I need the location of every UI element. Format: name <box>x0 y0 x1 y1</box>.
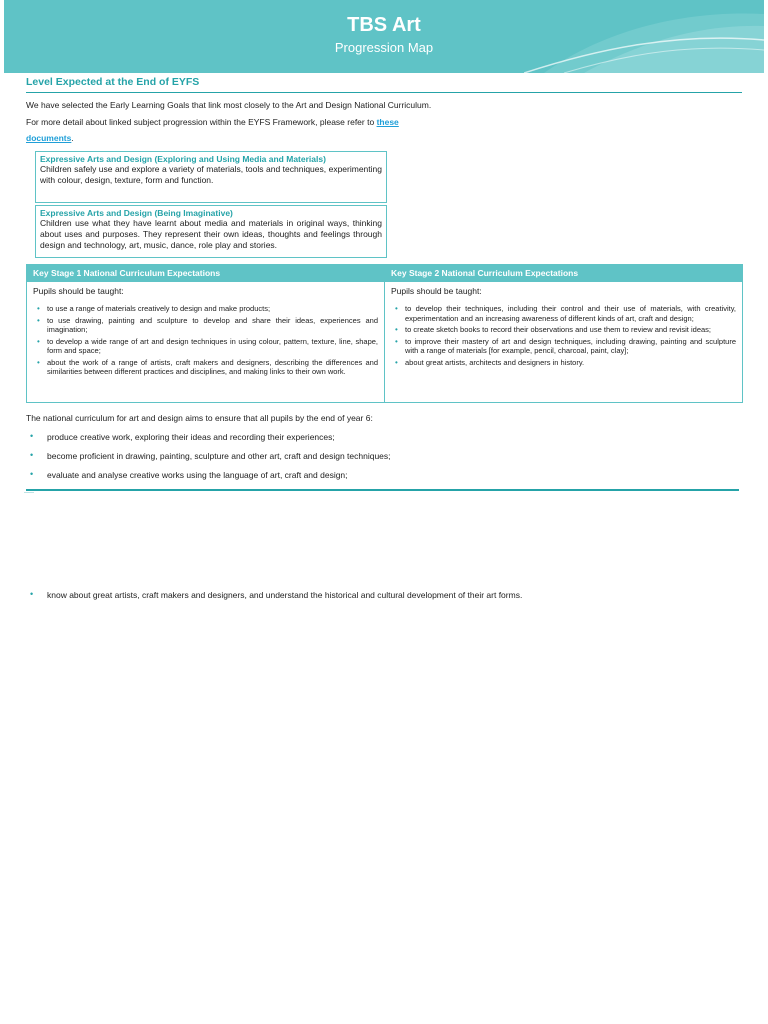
eyfs-intro-text: We have selected the Early Learning Goals that link most closely to the Art and Design National Curriculum. <box>26 100 432 110</box>
eyfs-box-text: Children use what they have learnt about media and materials in original ways, thinking about uses and purposes. They represent their own ideas, thoughts and feelings through design and technology, art, music, dance, role play and stories. <box>40 218 382 250</box>
page-title: TBS Art <box>347 14 421 36</box>
aim-item <box>30 470 348 480</box>
ks1-list <box>27 296 384 377</box>
aim-item <box>30 451 391 461</box>
bullet-icon: • <box>30 589 34 599</box>
aim-text: evaluate and analyse creative works using the language of art, craft and design; <box>47 470 348 480</box>
eyfs-box-title: Expressive Arts and Design (Being Imaginative) <box>40 208 233 218</box>
list-item: • to improve their mastery of art and design techniques, including drawing, painting and sculpture with a range of materials [for example, pencil, charcoal, paint, clay]; <box>391 337 736 356</box>
bullet-icon: • <box>30 450 34 460</box>
bullet-icon: • <box>30 431 34 441</box>
divider-mark <box>24 492 34 493</box>
eyfs-box-title: Expressive Arts and Design (Exploring and Using Media and Materials) <box>40 154 326 164</box>
eyfs-box-text: Children safely use and explore a variety of materials, tools and techniques, experimenting with colour, design, texture, form and function. <box>40 164 382 185</box>
eyfs-section-heading: Level Expected at the End of EYFS <box>26 76 200 88</box>
aim-item <box>30 432 335 442</box>
list-item: • to use a range of materials creatively to design and make products; <box>33 304 378 314</box>
list-item: • about the work of a range of artists, craft makers and designers, describing the differences and similarities between different practices and disciplines, and making links to their own work. <box>33 358 378 377</box>
these-documents-link-part1[interactable]: these <box>376 117 399 127</box>
list-item: • to create sketch books to record their observations and use them to review and revisit ideas; <box>391 325 736 335</box>
eyfs-box-media-materials <box>35 151 387 203</box>
list-item: • about great artists, architects and designers in history. <box>391 358 736 368</box>
page-header <box>4 0 764 73</box>
aim-text: become proficient in drawing, painting, sculpture and other art, craft and design techniques; <box>47 451 391 461</box>
ks1-intro: Pupils should be taught: <box>33 286 124 296</box>
ks2-column <box>385 265 742 402</box>
eyfs-box-being-imaginative <box>35 205 387 258</box>
eyfs-detail-suffix: . <box>71 133 74 143</box>
list-item: • to develop their techniques, including their control and their use of materials, with creativity, experimentation and an increasing awareness of different kinds of art, craft and design; <box>391 304 736 323</box>
ks1-heading: Key Stage 1 National Curriculum Expectations <box>27 265 384 282</box>
page-break-divider <box>26 489 739 491</box>
page-subtitle: Progression Map <box>334 40 434 55</box>
list-item: • to develop a wide range of art and design techniques in using colour, pattern, texture, line, shape, form and space; <box>33 337 378 356</box>
eyfs-detail-prefix: For more detail about linked subject progression within the EYFS Framework, please refer to <box>26 117 375 127</box>
list-item: • to use drawing, painting and sculpture to develop and share their ideas, experiences and imagination; <box>33 316 378 335</box>
ks2-heading: Key Stage 2 National Curriculum Expectations <box>385 265 742 282</box>
aim-text: know about great artists, craft makers and designers, and understand the historical and cultural development of their art forms. <box>47 590 523 600</box>
aim-item <box>30 590 522 600</box>
section-divider <box>26 92 742 93</box>
bullet-icon: • <box>30 469 34 479</box>
key-stage-table <box>26 264 743 403</box>
eyfs-detail-text <box>26 117 399 127</box>
eyfs-detail-text-cont <box>26 133 74 143</box>
ks2-intro: Pupils should be taught: <box>391 286 482 296</box>
ks2-list <box>385 296 742 367</box>
aim-text: produce creative work, exploring their ideas and recording their experiences; <box>47 432 335 442</box>
aims-intro: The national curriculum for art and design aims to ensure that all pupils by the end of year 6: <box>26 413 373 423</box>
these-documents-link-part2[interactable]: documents <box>26 133 72 143</box>
ks1-column <box>27 265 385 402</box>
